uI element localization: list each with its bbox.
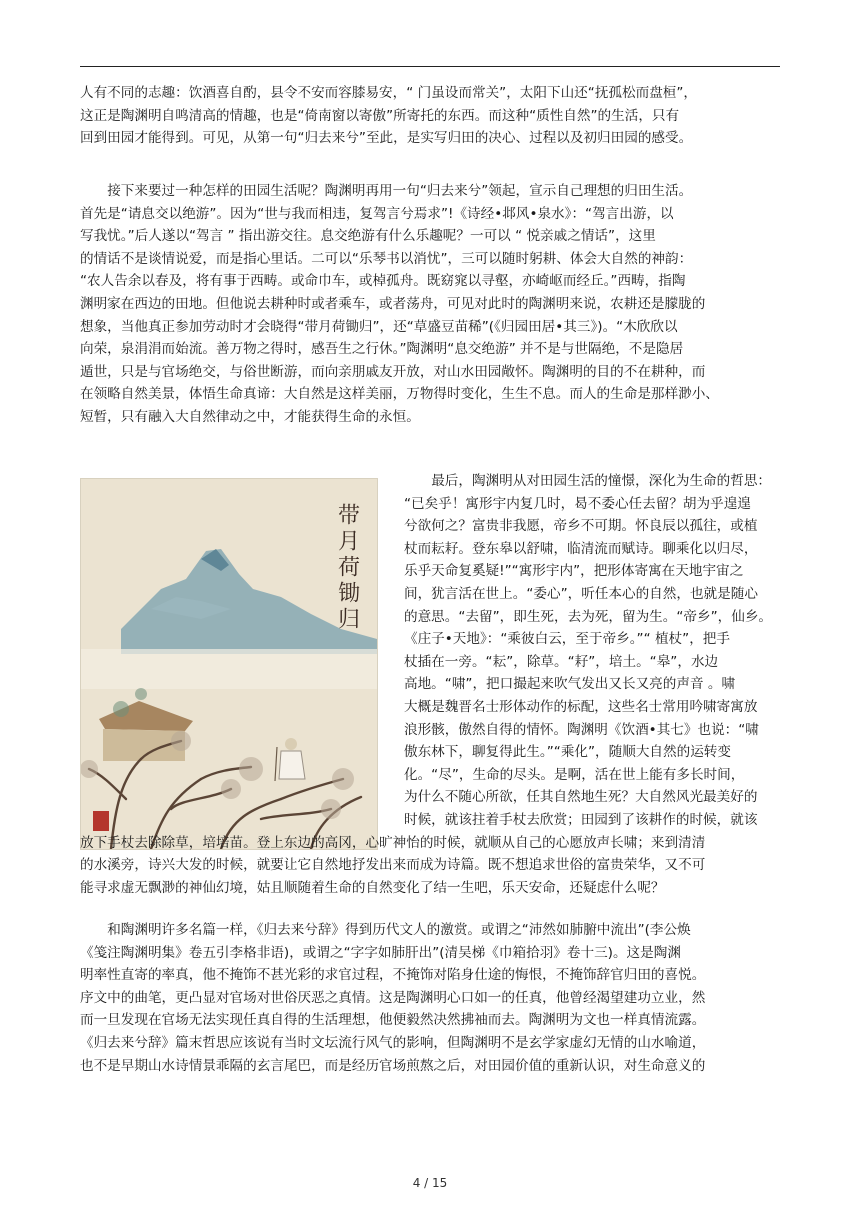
- text-line: 回到田园才能得到。可见，从第一句“归去来兮”至此，是实写归田的决心、过程以及初归田园的感受。: [80, 130, 693, 147]
- text-line: 而一旦发现在官场无法实现任真自得的生活理想，他便毅然决然拂袖而去。陶渊明为文也一样真情流露。: [80, 1012, 706, 1029]
- text-line: 高地。“啸”，把口撮起来吹气发出又长又亮的声音 。啸: [404, 676, 736, 693]
- text-line: 时候，就该拄着手杖去欣赏；田园到了该耕作的时候，就该: [404, 811, 758, 828]
- text-line: 首先是“请息交以绝游”。因为“世与我而相违，复驾言兮焉求”!《诗经•邶风•泉水》：“驾言出游，以: [80, 205, 674, 222]
- text-line: 兮欲何之？富贵非我愿，帝乡不可期。怀良辰以孤往，或植: [404, 518, 758, 535]
- text-line: 渊明家在西边的田地。但他说去耕种时或者乘车，或者荡舟，可见对此时的陶渊明来说，农耕还是朦胧的: [80, 295, 706, 312]
- painting-calligraphy: 带月荷锄归: [334, 503, 360, 633]
- text-line: 能寻求虚无飘渺的神仙幻境，姑且顺随着生命的自然变化了结一生吧，乐天安命，还疑虑什么呢？: [80, 879, 665, 896]
- text-line: 想象，当他真正参加劳动时才会晓得“带月荷锄归”，还“草盛豆苗稀”(《归园田居•其三》)。“木欣欣以: [80, 318, 678, 335]
- text-line: 在领略自然美景，体悟生命真谛：大自然是这样美丽，万物得时变化，生生不息。而人的生命是那样渺小、: [80, 386, 719, 403]
- text-line: 化。“尽”，生命的尽头。是啊，活在世上能有多长时间，: [404, 766, 745, 783]
- text-line: 明率性直寄的率真，他不掩饰不甚光彩的求官过程，不掩饰对陷身仕途的悔恨，不掩饰辞官归田的喜悦。: [80, 967, 706, 984]
- text-line: 《庄子•天地》：“乘彼白云，至于帝乡。”“ 植杖”，把手: [404, 631, 730, 648]
- text-line: “已矣乎！寓形宇内复几时，曷不委心任去留？胡为乎遑遑: [404, 495, 751, 512]
- text-line: 也不是早期山水诗情景乖隔的玄言尾巴，而是经历官场煎熬之后，对田园价值的重新认识，对生命意义的: [80, 1057, 706, 1074]
- page-number: 4 / 15: [412, 1176, 448, 1190]
- text-line: 浪形骸，傲然自得的情怀。陶渊明《饮酒•其七》也说：“啸: [404, 721, 759, 738]
- text-line: 《归去来兮辞》篇末哲思应该说有当时文坛流行风气的影响，但陶渊明不是玄学家虚幻无情的山水喻道，: [80, 1034, 706, 1051]
- text-line: 短暂，只有融入大自然律动之中，才能获得生命的永恒。: [80, 408, 420, 425]
- text-line: 大概是魏晋名士形体动作的标配，这些名士常用吟啸寄寓放: [404, 698, 758, 715]
- text-line: 放下手杖去除除草，培培苗。登上东边的高冈，心旷神怡的时候，就顺从自己的心愿放声长啸；来到清清: [80, 834, 706, 851]
- text-line: 写我忧。”后人遂以“驾言 ” 指出游交往。息交绝游有什么乐趣呢？一可以 “ 悦亲戚之情话”，这里: [80, 228, 656, 245]
- text-line: 人有不同的志趣：饮酒喜自酌，县令不安而容膝易安，“ 门虽设而常关”，太阳下山还“抚孤松而盘桓”，: [80, 85, 698, 101]
- text-line: 和陶渊明许多名篇一样，《归去来兮辞》得到历代文人的激赏。或谓之“沛然如肺腑中流出”(李公焕: [107, 922, 691, 938]
- paragraph-2: [80, 180, 780, 429]
- header-rule: [80, 66, 780, 67]
- paragraph-1: [80, 82, 780, 150]
- text-line: 最后，陶渊明从对田园生活的憧憬，深化为生命的哲思：: [431, 473, 772, 489]
- text-line: 傲东林下，聊复得此生。”“乘化”，随顺大自然的运转变: [404, 744, 731, 761]
- paragraph-3: [80, 470, 780, 899]
- text-line: “农人告余以春及，将有事于西畴。或命巾车，或棹孤舟。既窈窕以寻壑，亦崎岖而经丘。”西畴，指陶: [80, 273, 686, 290]
- text-line: 为什么不随心所欲，任其自然地生死？大自然风光最美好的: [404, 789, 758, 806]
- text-line: 的意思。“去留”，即生死，去为死，留为生。“帝乡”，仙乡。: [404, 608, 773, 625]
- text-line: 序文中的曲笔，更凸显对官场对世俗厌恶之真情。这是陶渊明心口如一的任真，他曾经渴望建功立业，然: [80, 989, 706, 1006]
- text-line: 间，犹言活在世上。“委心”，听任本心的自然，也就是随心: [404, 585, 758, 602]
- text-line: 这正是陶渊明自鸣清高的情趣，也是“倚南窗以寄傲”所寄托的东西。而这种“质性自然”的生活，只有: [80, 107, 680, 124]
- text-line: 杖而耘耔。登东皋以舒啸，临清流而赋诗。聊乘化以归尽，: [404, 540, 758, 557]
- text-line: 的水溪旁，诗兴大发的时候，就要让它自然地抒发出来而成为诗篇。既不想追求世俗的富贵荣华，又不可: [80, 857, 706, 874]
- text-line: 杖插在一旁。“耘”，除草。“耔”，培土。“皋”，水边: [404, 653, 719, 670]
- text-line: 的情话不是谈情说爱，而是指心里话。二可以“乐琴书以消忧”，三可以随时躬耕、体会大自然的神韵：: [80, 250, 693, 267]
- text-line: 遁世，只是与官场绝交，与俗世断游，而向亲朋戚友开放，对山水田园敞怀。陶渊明的目的不在耕种，而: [80, 363, 706, 380]
- text-line: 《笺注陶渊明集》卷五引李格非语)，或谓之“字字如肺肝出”(清吴梯《巾箱拾羽》卷十三)。这是陶渊: [80, 944, 681, 961]
- paragraph-4: [80, 919, 780, 1077]
- text-line: 乐乎天命复奚疑!”“寓形宇内”，把形体寄寓在天地宇宙之: [404, 563, 744, 580]
- text-line: 向荣，泉涓涓而始流。善万物之得时，感吾生之行休。”陶渊明“息交绝游” 并不是与世隔绝，不是隐居: [80, 341, 684, 358]
- text-line: 接下来要过一种怎样的田园生活呢？陶渊明再用一句“归去来兮”领起，宣示自己理想的归田生活。: [107, 183, 693, 199]
